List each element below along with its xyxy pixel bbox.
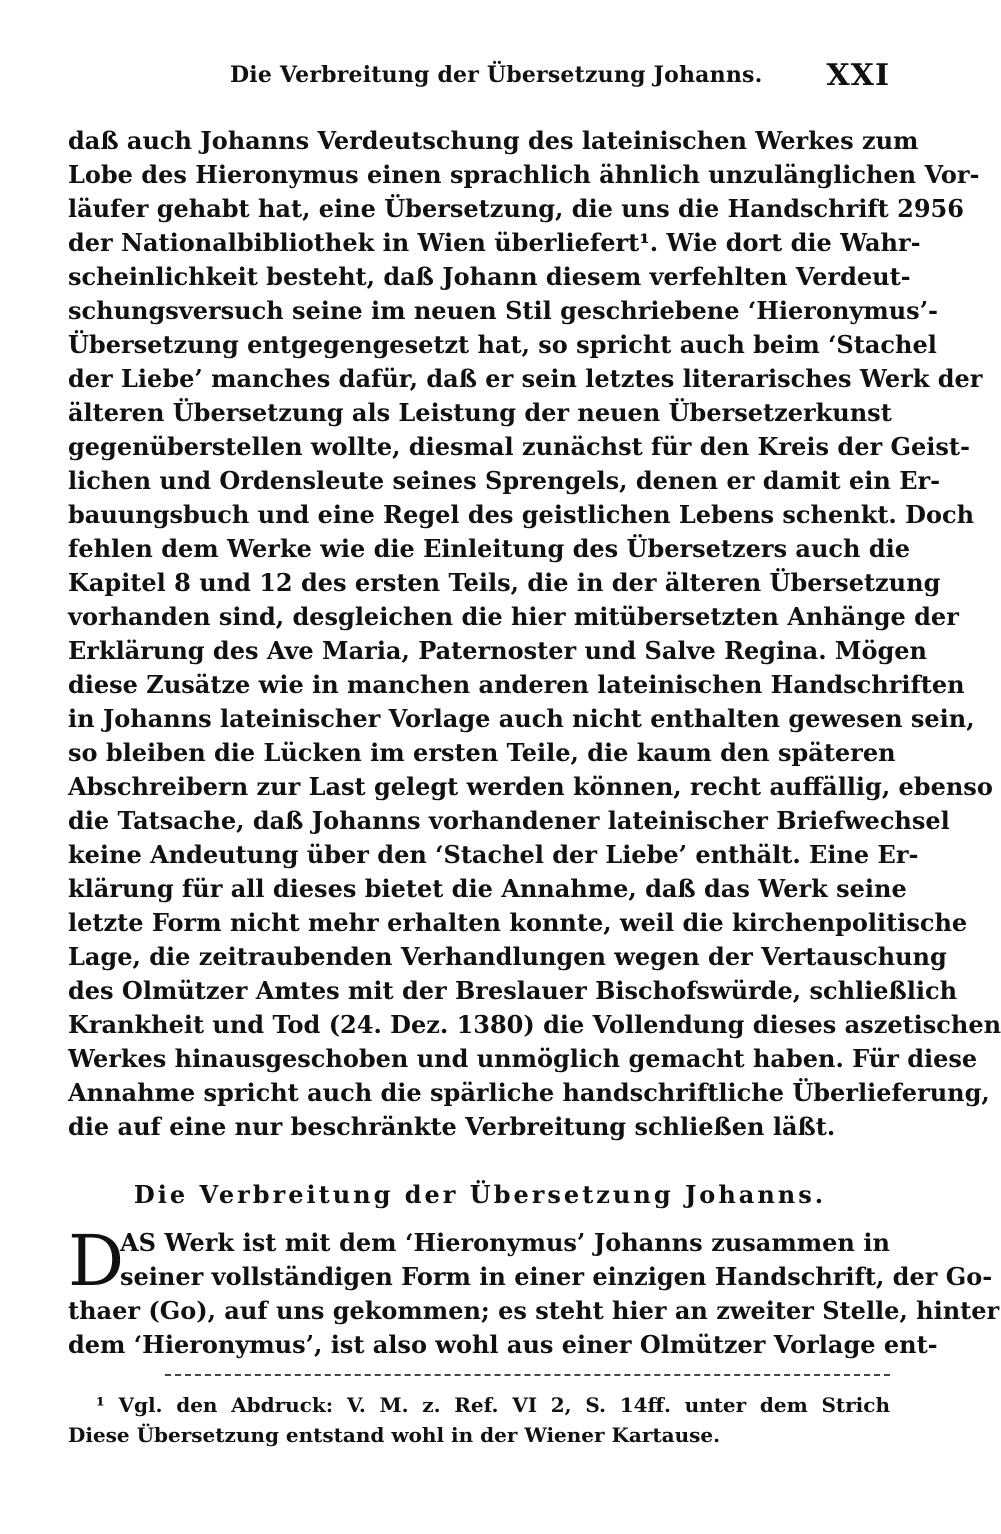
footnote-line: Diese Übersetzung entstand wohl in der Wiener Kartause. [68, 1423, 721, 1447]
text-line: Annahme spricht auch die spärliche handschriftliche Überlieferung, [68, 1078, 990, 1107]
text-line: AS Werk ist mit dem ‘Hieronymus’ Johanns zusammen in [120, 1228, 890, 1257]
text-line: diese Zusätze wie in manchen anderen lateinischen Handschriften [68, 670, 965, 699]
text-line: die auf eine nur beschränkte Verbreitung schließen läßt. [68, 1112, 836, 1141]
text-line: schungsversuch seine im neuen Stil geschriebene ‘Hieronymus’- [68, 296, 939, 325]
text-line: so bleiben die Lücken im ersten Teile, die kaum den späteren [68, 738, 896, 767]
text-line: daß auch Johanns Verdeutschung des lateinischen Werkes zum [68, 126, 919, 155]
drop-cap: D [68, 1220, 125, 1302]
text-line: bauungsbuch und eine Regel des geistlichen Lebens schenkt. Doch [68, 500, 975, 529]
body-paragraph [68, 124, 1001, 1144]
text-line: in Johanns lateinischer Vorlage auch nicht enthalten gewesen sein, [68, 704, 975, 733]
text-line: Abschreibern zur Last gelegt werden können, recht auffällig, ebenso [68, 772, 993, 801]
text-line: seiner vollständigen Form in einer einzigen Handschrift, der Go- [120, 1262, 993, 1291]
text-line: Erklärung des Ave Maria, Paternoster und Salve Regina. Mögen [68, 636, 927, 665]
text-line: Lobe des Hieronymus einen sprachlich ähnlich unzulänglichen Vor- [68, 160, 980, 189]
text-line: keine Andeutung über den ‘Stachel der Liebe’ enthält. Eine Er- [68, 840, 919, 869]
section-paragraph [68, 1220, 1000, 1362]
text-line: Übersetzung entgegengesetzt hat, so spricht auch beim ‘Stachel [68, 330, 937, 359]
text-line: dem ‘Hieronymus’, ist also wohl aus einer Olmützer Vorlage ent- [68, 1330, 938, 1359]
text-line: scheinlichkeit besteht, daß Johann diesem verfehlten Verdeut- [68, 262, 911, 291]
text-line: thaer (Go), auf uns gekommen; es steht hier an zweiter Stelle, hinter [68, 1296, 1000, 1325]
running-head: Die Verbreitung der Übersetzung Johanns. [230, 62, 763, 88]
text-line: des Olmützer Amtes mit der Breslauer Bischofswürde, schließlich [68, 976, 958, 1005]
text-line: der Nationalbibliothek in Wien überliefert¹. Wie dort die Wahr- [68, 228, 921, 257]
text-line: lichen und Ordensleute seines Sprengels, denen er damit ein Er- [68, 466, 941, 495]
text-line: läufer gehabt hat, eine Übersetzung, die uns die Handschrift 2956 [68, 194, 964, 223]
text-line: Krankheit und Tod (24. Dez. 1380) die Vollendung dieses aszetischen [68, 1010, 1001, 1039]
text-line: der Liebe’ manches dafür, daß er sein letztes literarisches Werk der [68, 364, 983, 393]
footnote-line: ¹ Vgl. den Abdruck: V. M. z. Ref. VI 2, S. 14ff. unter dem Strich [96, 1393, 890, 1417]
text-line: Kapitel 8 und 12 des ersten Teils, die in der älteren Übersetzung [68, 568, 941, 597]
text-line: letzte Form nicht mehr erhalten konnte, weil die kirchenpolitische [68, 908, 968, 937]
text-line: klärung für all dieses bietet die Annahme, daß das Werk seine [68, 874, 907, 903]
page-number: XXI [826, 58, 890, 93]
text-line: Werkes hinausgeschoben und unmöglich gemacht haben. Für diese [68, 1044, 978, 1073]
footnote [68, 1390, 890, 1450]
text-line: älteren Übersetzung als Leistung der neuen Übersetzerkunst [68, 398, 892, 427]
footnote-divider [165, 1374, 890, 1376]
text-line: Lage, die zeitraubenden Verhandlungen wegen der Vertauschung [68, 942, 947, 971]
text-line: gegenüberstellen wollte, diesmal zunächst für den Kreis der Geist- [68, 432, 970, 461]
text-line: vorhanden sind, desgleichen die hier mitübersetzten Anhänge der [68, 602, 959, 631]
text-line: die Tatsache, daß Johanns vorhandener lateinischer Briefwechsel [68, 806, 950, 835]
text-line: fehlen dem Werke wie die Einleitung des Übersetzers auch die [68, 534, 911, 563]
section-heading: Die Verbreitung der Übersetzung Johanns. [133, 1180, 827, 1209]
